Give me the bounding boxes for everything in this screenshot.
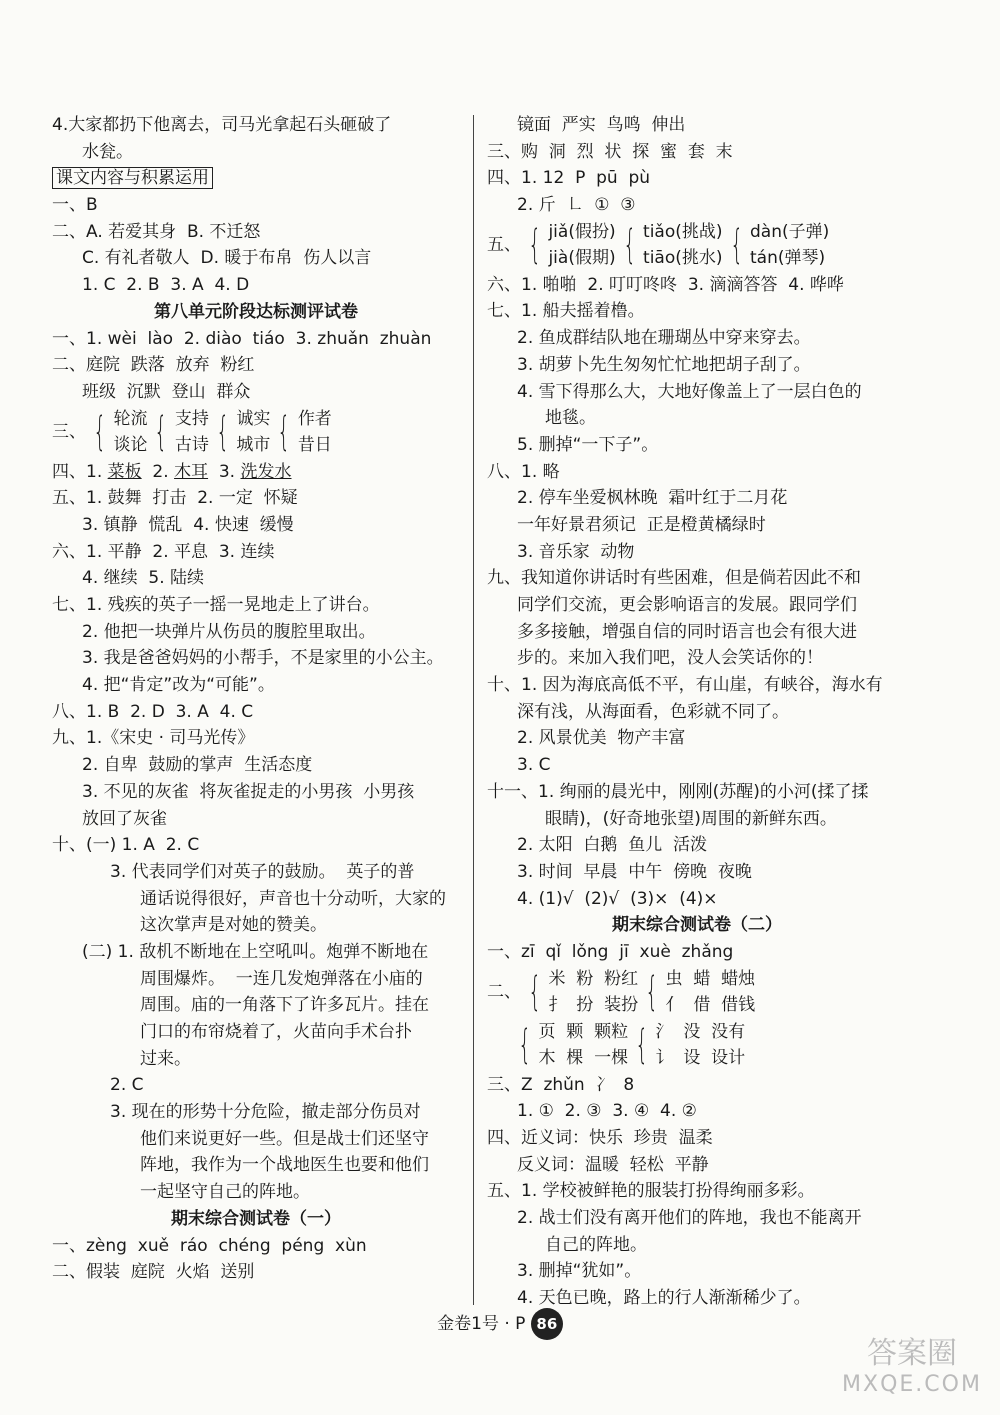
answer-line: 3. 胡萝卜先生匆匆忙忙地把胡子刮了。 xyxy=(517,354,811,375)
answer-line: 一、zī qǐ lǒng jī xuè zhǎng xyxy=(487,941,734,962)
answer-line: 阵地，我作为一个战地医生也要和他们 xyxy=(140,1155,429,1176)
group-word: 虫 蜡 蜡烛 xyxy=(665,969,756,990)
answer-line: 八、1. B 2. D 3. A 4. C xyxy=(52,701,254,722)
underlined-word: 菜板 xyxy=(107,461,142,482)
answer-line: 地毯。 xyxy=(545,408,596,429)
watermark-text: 答案圈 xyxy=(867,1336,957,1371)
group-word: 亻 借 借钱 xyxy=(665,995,756,1016)
group-word: 城市 xyxy=(236,435,271,456)
brace-icon: { xyxy=(216,409,229,456)
answer-line: 2. 自卑 鼓励的掌声 生活态度 xyxy=(82,755,313,776)
answer-line: 2. 斤 ㇗ ① ③ xyxy=(517,195,636,216)
answer-line: 3. 音乐家 动物 xyxy=(517,541,635,562)
answer-line: 1. ① 2. ③ 3. ④ 4. ② xyxy=(517,1101,697,1122)
answer-line: 一起坚守自己的阵地。 xyxy=(140,1182,310,1203)
answer-line: 3. 不见的灰雀 将灰雀捉走的小男孩 小男孩 xyxy=(82,781,415,802)
answer-line: 3. 代表同学们对英子的鼓励。 英子的普 xyxy=(110,861,415,882)
answer-line: 周围爆炸。 一连几发炮弹落在小庙的 xyxy=(140,968,423,989)
brace-group xyxy=(487,966,907,1019)
group-word: dàn(子弹) xyxy=(749,222,830,243)
answer-line: 三、购 洞 烈 状 探 蜜 套 末 xyxy=(487,141,733,162)
section-box xyxy=(52,165,460,192)
answer-line: 五、1. 鼓舞 打击 2. 一定 怀疑 xyxy=(52,488,298,509)
answer-line: 九、1.《宋史 · 司马光传》 xyxy=(52,728,255,749)
brace-icon: { xyxy=(277,409,291,456)
answer-line: 一、B xyxy=(52,195,98,216)
footer-label: 金卷1号 · P xyxy=(437,1314,526,1334)
text: 2. xyxy=(141,461,175,482)
answer-line: 3. 时间 早晨 中午 傍晚 夜晚 xyxy=(517,861,752,882)
answer-line: 水瓮。 xyxy=(82,141,133,162)
answer-line: 他们来说更好一些。但是战士们还坚守 xyxy=(140,1128,429,1149)
section-title: 期末综合测试卷（二） xyxy=(612,915,782,936)
answer-line: 五、1. 学校被鲜艳的服装打扮得绚丽多彩。 xyxy=(487,1181,815,1202)
answer-line: 二、庭院 跌落 放弃 粉红 xyxy=(52,355,255,376)
brace-group xyxy=(487,219,907,272)
group-word: 扌 扮 装扮 xyxy=(548,995,639,1016)
column-divider xyxy=(473,115,474,1305)
group-word: tiǎo(挑战) xyxy=(643,222,723,243)
answer-line: 三、Z zhǔn 冫 8 xyxy=(487,1074,635,1095)
group-word: 木 棵 一棵 xyxy=(538,1048,629,1069)
answer-line: 一、zèng xuě ráo chéng péng xùn xyxy=(52,1235,367,1256)
answer-line: 过来。 xyxy=(140,1048,191,1069)
answer-line: 放回了灰雀 xyxy=(82,808,167,829)
answer-line: 这次掌声是对她的赞美。 xyxy=(140,915,327,936)
answer-line: 3. 镇静 慌乱 4. 快速 缓慢 xyxy=(82,514,294,535)
underlined-word: 洗发水 xyxy=(240,461,292,482)
answer-line: 1. C 2. B 3. A 4. D xyxy=(82,275,250,296)
answer-line: 八、1. 略 xyxy=(487,461,560,482)
answer-line: 步的。来加入我们吧，没人会笑话你的！ xyxy=(517,648,823,669)
answer-line: 5. 删掉“一下子”。 xyxy=(517,434,659,455)
answer-line: 4. 雪下得那么大，大地好像盖上了一层白色的 xyxy=(517,381,862,402)
answer-line: 二、A. 若爱其身 B. 不迁怒 xyxy=(52,221,261,242)
text: 3. xyxy=(208,461,241,482)
group-word: 米 粉 粉红 xyxy=(548,969,639,990)
brace-icon: { xyxy=(154,409,168,456)
answer-line: 4. 天色已晚，路上的行人渐渐稀少了。 xyxy=(517,1288,811,1309)
answer-line: 十、(一) 1. A 2. C xyxy=(52,835,200,856)
watermark-logo xyxy=(832,1328,992,1408)
answer-line: 通话说得很好，声音也十分动听，大家的 xyxy=(140,888,446,909)
group-word: 诚实 xyxy=(236,409,271,430)
answer-line: 4. 把“肯定”改为“可能”。 xyxy=(82,675,275,696)
brace-icon: { xyxy=(528,222,542,269)
group-word: 讠 设 设计 xyxy=(655,1048,746,1069)
group-word: 支持 xyxy=(174,409,209,430)
answer-line: 3. 删掉“犹如”。 xyxy=(517,1261,642,1282)
group-word: 作者 xyxy=(297,409,332,430)
answer-line: 一、1. wèi lào 2. diào tiáo 3. zhuǎn zhuàn xyxy=(52,328,432,349)
answer-line: 自己的阵地。 xyxy=(545,1234,647,1255)
answer-line: 四、近义词：快乐 珍贵 温柔 xyxy=(487,1128,713,1148)
answer-line: 十、1. 因为海底高低不平，有山崖，有峡谷，海水有 xyxy=(487,675,883,696)
group-word: 古诗 xyxy=(174,435,209,456)
answer-line: 十一、1. 绚丽的晨光中，刚刚(苏醒)的小河(揉了揉 xyxy=(487,781,869,802)
answer-line: 同学们交流，更会影响语言的发展。跟同学们 xyxy=(517,595,857,615)
brace-group xyxy=(52,406,460,459)
answer-line: 周围。庙的一角落下了许多瓦片。挂在 xyxy=(140,995,429,1016)
answer-line: C. 有礼者敬人 D. 暖于布帛 伤人以言 xyxy=(82,248,372,269)
section-box-label: 课文内容与积累运用 xyxy=(52,167,213,189)
group-word: jiǎ(假扮) xyxy=(548,222,616,243)
answer-line: 班级 沉默 登山 群众 xyxy=(82,381,251,402)
group-word: 谈论 xyxy=(113,435,148,456)
group-word: 氵 没 没有 xyxy=(655,1022,746,1043)
brace-icon: { xyxy=(645,969,659,1016)
group-word: jià(假期) xyxy=(548,248,616,269)
answer-line: 4. 继续 5. 陆续 xyxy=(82,568,205,589)
answer-line: 2. 他把一块弹片从伤员的腹腔里取出。 xyxy=(82,621,376,642)
answer-line: 深有浅，从海面看，色彩就不同了。 xyxy=(517,701,789,722)
brace-icon: { xyxy=(622,222,636,269)
answer-line: 3. C xyxy=(517,755,551,776)
page-number: 86 xyxy=(531,1308,563,1340)
section-title: 第八单元阶段达标测评试卷 xyxy=(154,301,358,322)
answer-line: 2. C xyxy=(110,1075,144,1096)
group-word: 页 颗 颗粒 xyxy=(538,1022,629,1043)
group-prefix: 五、 xyxy=(487,235,521,256)
answer-line: 2. 停车坐爱枫林晚 霜叶红于二月花 xyxy=(517,488,788,509)
answer-line: 七、1. 残疾的英子一摇一晃地走上了讲台。 xyxy=(52,595,380,615)
brace-icon: { xyxy=(518,1022,532,1069)
group-word: tiāo(挑水) xyxy=(643,248,723,269)
group-prefix: 三、 xyxy=(52,422,86,443)
answer-line: 门口的布帘烧着了，火苗向手术台扑 xyxy=(140,1022,412,1042)
section-title: 期末综合测试卷（一） xyxy=(171,1208,341,1229)
answer-line: 九、我知道你讲话时有些困难，但是倘若因此不和 xyxy=(487,568,861,589)
underlined-word: 木耳 xyxy=(174,461,209,482)
answer-line: 2. 战士们没有离开他们的阵地，我也不能离开 xyxy=(517,1208,862,1229)
answer-line: 镜面 严实 鸟鸣 伸出 xyxy=(517,115,686,135)
answer-line: (二) 1. 敌机不断地在上空吼叫。炮弹不断地在 xyxy=(82,941,429,962)
brace-icon: { xyxy=(635,1022,649,1069)
answer-line: 眼睛)，(好奇地张望)周围的新鲜东西。 xyxy=(545,808,837,829)
group-word: tán(弹琴) xyxy=(749,248,826,269)
answer-line: 多多接触，增强自信的同时语言也会有很大进 xyxy=(517,621,857,642)
answer-line: 4.大家都扔下他离去，司马光拿起石头砸破了 xyxy=(52,115,392,135)
answer-line: 3. 现在的形势十分危险，撤走部分伤员对 xyxy=(110,1102,421,1123)
right-column xyxy=(487,112,907,1312)
answer-line xyxy=(52,459,460,486)
brace-group xyxy=(487,1019,907,1072)
group-word: 轮流 xyxy=(113,409,148,430)
answer-line: 反义词：温暖 轻松 平静 xyxy=(517,1154,709,1175)
answer-line: 一年好景君须记 正是橙黄橘绿时 xyxy=(517,514,766,535)
answer-line: 二、假装 庭院 火焰 送别 xyxy=(52,1262,255,1283)
answer-line: 2. 鱼成群结队地在珊瑚丛中穿来穿去。 xyxy=(517,328,811,349)
brace-icon: { xyxy=(729,222,743,269)
brace-icon: { xyxy=(528,969,542,1016)
group-prefix: 二、 xyxy=(487,982,521,1003)
answer-line: 六、1. 啪啪 2. 叮叮咚咚 3. 滴滴答答 4. 哗哗 xyxy=(487,274,844,295)
answer-line: 七、1. 船夫摇着橹。 xyxy=(487,301,645,322)
answer-line: 四、1. 12 P pū pù xyxy=(487,168,651,189)
watermark-url: MXQE.COM xyxy=(842,1372,982,1397)
group-word: 昔日 xyxy=(297,435,332,456)
brace-icon: { xyxy=(93,409,107,456)
answer-line: 2. 风景优美 物产丰富 xyxy=(517,728,686,749)
answer-line: 2. 太阳 白鹅 鱼儿 活泼 xyxy=(517,835,708,856)
answer-line: 4. (1)√ (2)√ (3)× (4)× xyxy=(517,888,718,909)
answer-line: 六、1. 平静 2. 平息 3. 连续 xyxy=(52,541,275,562)
answer-line: 3. 我是爸爸妈妈的小帮手，不是家里的小公主。 xyxy=(82,648,444,669)
left-column xyxy=(52,112,460,1286)
text: 四、1. xyxy=(52,461,108,482)
